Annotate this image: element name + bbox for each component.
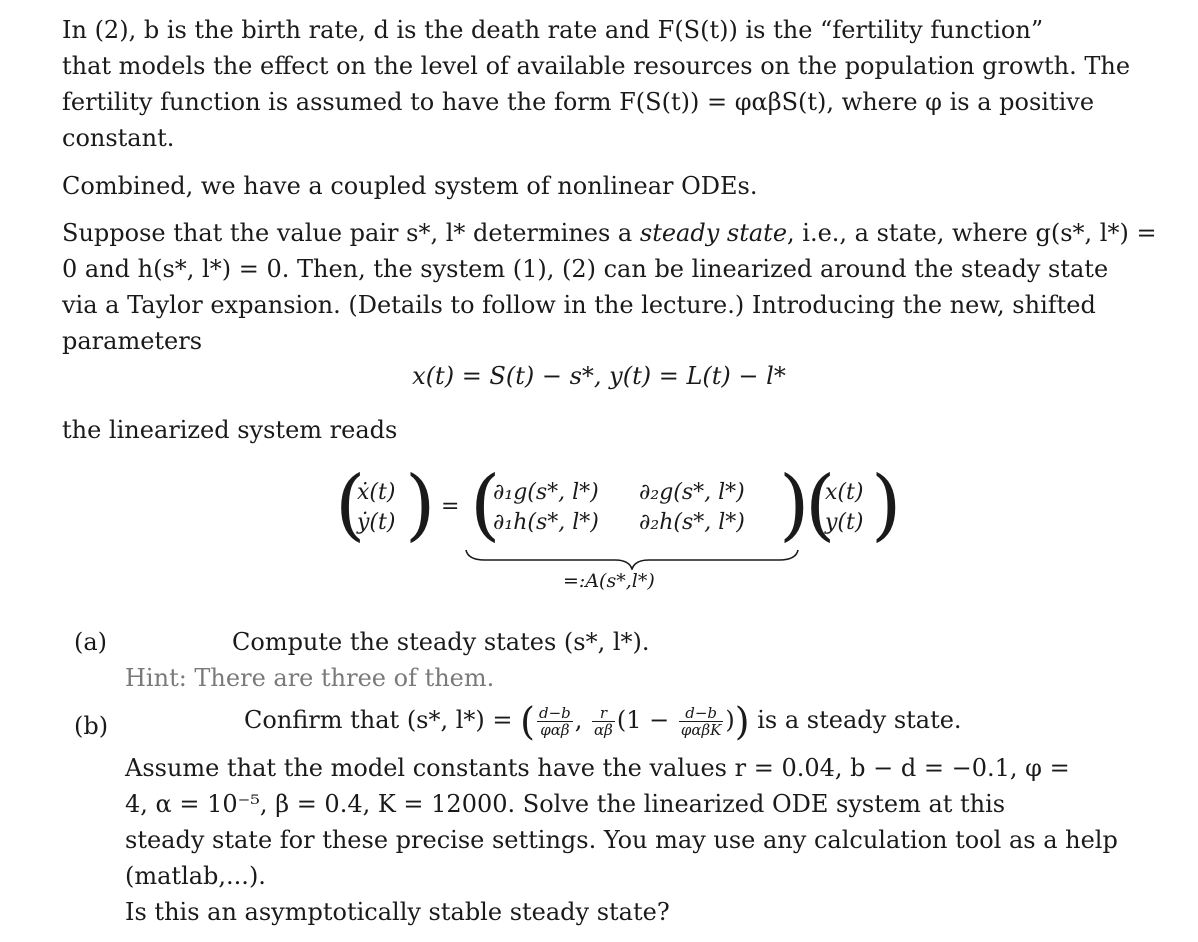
fraction-numerator: d−b [539,704,571,722]
lhs-bottom: ẏ(t) [357,510,396,535]
item-b-body [125,750,1162,930]
item-a-hint: Hint: There are three of them. [125,664,495,692]
left-paren: ( [335,460,366,550]
left-paren: ( [520,699,535,744]
text-line: In (2), b is the birth rate, d is the death rate and F(S(t)) is the “fertility function” [62,16,1044,44]
item-b-confirm-line: Confirm that (s*, l*) = ( $\frac{d-b}{\text{φαβ}}$ , $\frac{r}{\alpha\beta}$ (1 − $\frac{d-b}{\text{φαβK}}$ )) is a steady state. [244,699,962,744]
text-line: the linearized system reads [62,416,398,444]
fraction-2 [592,705,615,738]
matrix-left-paren: ( [470,460,501,550]
text-line: constant. [62,124,175,152]
item-label-b: (b) [74,712,109,740]
right-paren: ) [405,460,436,550]
vector-bottom: y(t) [825,510,864,535]
paragraph-steady-state [62,215,1162,359]
fraction-1 [537,705,573,738]
text-line: fertility function is assumed to have the form F(S(t)) = φαβS(t), where φ is a positive [62,88,1095,116]
right-parens: )) [725,699,750,744]
underbrace [465,548,799,570]
paragraph-fertility [62,12,1162,156]
fraction-numerator: d−b [679,705,724,722]
vector-left-paren: ( [805,460,836,550]
text-line: 0 and h(s*, l*) = 0. Then, the system (1), (2) can be linearized around the steady state [62,255,1109,283]
text-segment: is a steady state. [757,706,962,734]
item-a-text: Compute the steady states (s*, l*). [232,628,650,656]
underbrace-label: =:A(s*,l*) [563,570,655,592]
text-line: Assume that the model constants have the values r = 0.04, b − d = −0.1, φ = [125,754,1070,782]
text-line: Combined, we have a coupled system of nonlinear ODEs. [62,172,758,200]
text-segment: (1 − [616,706,670,734]
lhs-top: ẋ(t) [357,480,396,505]
fraction-denominator: φαβ [540,721,570,739]
emphasis-steady-state: steady state [639,219,788,247]
paragraph-combined [62,168,1162,204]
paragraph-linearized [62,412,1162,448]
text-line: that models the effect on the level of available resources on the population growth. The [62,52,1131,80]
matrix-cell-12: ∂₂g(s*, l*) [639,480,745,505]
fraction-numerator: r [592,705,615,722]
text-line: 4, α = 10⁻⁵, β = 0.4, K = 12000. Solve the linearized ODE system at this [125,790,1006,818]
equals-sign: = [441,494,460,519]
fraction-denominator: αβ [594,721,613,739]
vector-top: x(t) [825,480,864,505]
matrix-cell-11: ∂₁g(s*, l*) [493,480,599,505]
text-line: (matlab,...). [125,862,266,890]
item-label-a: (a) [74,628,108,656]
text-line: steady state for these precise settings. You may use any calculation tool as a help [125,826,1118,854]
text-segment: Confirm that (s*, l*) = [244,706,521,734]
text-line: Is this an asymptotically stable steady state? [125,898,670,926]
equation-shift: x(t) = S(t) − s*, y(t) = L(t) − l* [412,362,786,390]
equation-linearized-system [335,460,902,600]
matrix-cell-21: ∂₁h(s*, l*) [493,510,599,535]
text-segment: Suppose that the value pair s*, l* determines a [62,219,640,247]
matrix-right-paren: ) [779,460,810,550]
fraction-denominator: φαβK [680,721,722,739]
matrix-cell-22: ∂₂h(s*, l*) [639,510,745,535]
text-segment: , i.e., a state, where g(s*, l*) = [787,219,1157,247]
vector-right-paren: ) [871,460,902,550]
text-line [62,215,1162,251]
fraction-3 [679,705,724,738]
text-line: via a Taylor expansion. (Details to follow in the lecture.) Introducing the new, shifted [62,291,1096,319]
text-line: parameters [62,327,203,355]
